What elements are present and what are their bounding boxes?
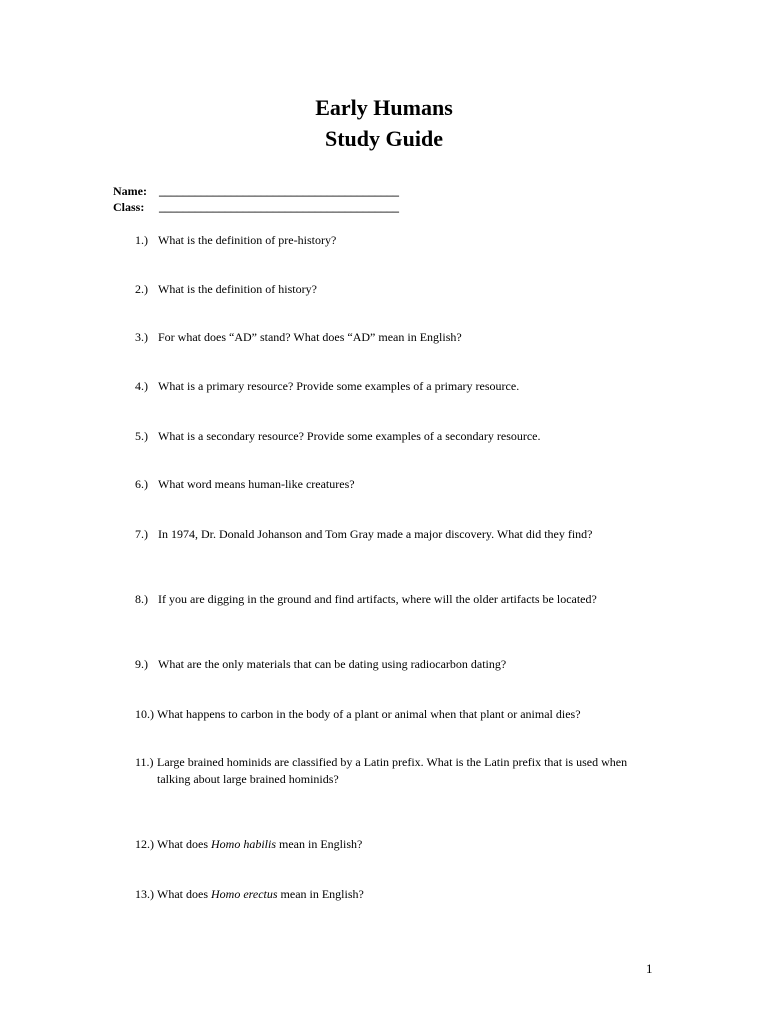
class-label: Class:	[113, 200, 145, 214]
question-5	[135, 428, 655, 445]
question-number: 4.)	[135, 379, 148, 393]
question-number: 2.)	[135, 282, 148, 296]
question-10	[135, 706, 655, 723]
question-text: Large brained hominids are classified by a Latin prefix. What is the Latin prefix that is used when talking about large brained hominids?	[157, 755, 628, 786]
question-suffix: mean in English?	[277, 887, 364, 901]
question-number: 10.)	[135, 707, 154, 721]
question-text: In 1974, Dr. Donald Johanson and Tom Gray made a major discovery. What did they find?	[158, 527, 593, 541]
question-number: 5.)	[135, 429, 148, 443]
class-field	[113, 199, 399, 215]
species-name: Homo habilis	[210, 837, 276, 851]
name-field	[113, 183, 399, 199]
question-text: What is the definition of history?	[158, 282, 317, 296]
name-label: Name:	[113, 184, 147, 198]
question-text: If you are digging in the ground and find artifacts, where will the older artifacts be located?	[158, 592, 597, 606]
question-number: 11.)	[135, 755, 154, 769]
question-8	[135, 591, 655, 608]
question-text	[135, 836, 655, 853]
question-11	[135, 754, 655, 788]
question-13	[135, 886, 655, 903]
question-text: What are the only materials that can be dating using radiocarbon dating?	[158, 657, 507, 671]
page-number: 1	[646, 961, 653, 976]
species-name: Homo erectus	[210, 887, 278, 901]
question-text: What is a secondary resource? Provide some examples of a secondary resource.	[158, 429, 541, 443]
question-6	[135, 476, 655, 493]
question-text: What is a primary resource? Provide some examples of a primary resource.	[158, 379, 520, 393]
question-number: 3.)	[135, 330, 148, 344]
question-prefix: What does	[157, 837, 211, 851]
question-3	[135, 329, 655, 346]
question-prefix: What does	[157, 887, 211, 901]
question-2	[135, 281, 655, 298]
class-blank-line: ________________________________________	[159, 200, 399, 214]
question-number: 6.)	[135, 477, 148, 491]
question-number: 7.)	[135, 527, 148, 541]
question-number: 12.)	[135, 837, 154, 851]
name-blank-line: ________________________________________	[159, 184, 399, 198]
question-text: What word means human-like creatures?	[158, 477, 355, 491]
question-number: 13.)	[135, 887, 154, 901]
question-suffix: mean in English?	[276, 837, 363, 851]
document-subtitle: Study Guide	[325, 126, 443, 151]
question-text: What is the definition of pre-history?	[158, 233, 337, 247]
question-1	[135, 232, 655, 249]
question-7	[135, 526, 655, 543]
question-9	[135, 656, 655, 673]
question-12	[135, 836, 655, 853]
document-title: Early Humans	[315, 95, 453, 120]
question-number: 9.)	[135, 657, 148, 671]
question-text: For what does “AD” stand? What does “AD” mean in English?	[158, 330, 462, 344]
question-text	[135, 886, 655, 903]
question-number: 1.)	[135, 233, 148, 247]
question-4	[135, 378, 655, 395]
question-number: 8.)	[135, 592, 148, 606]
question-text: What happens to carbon in the body of a plant or animal when that plant or animal dies?	[157, 707, 581, 721]
